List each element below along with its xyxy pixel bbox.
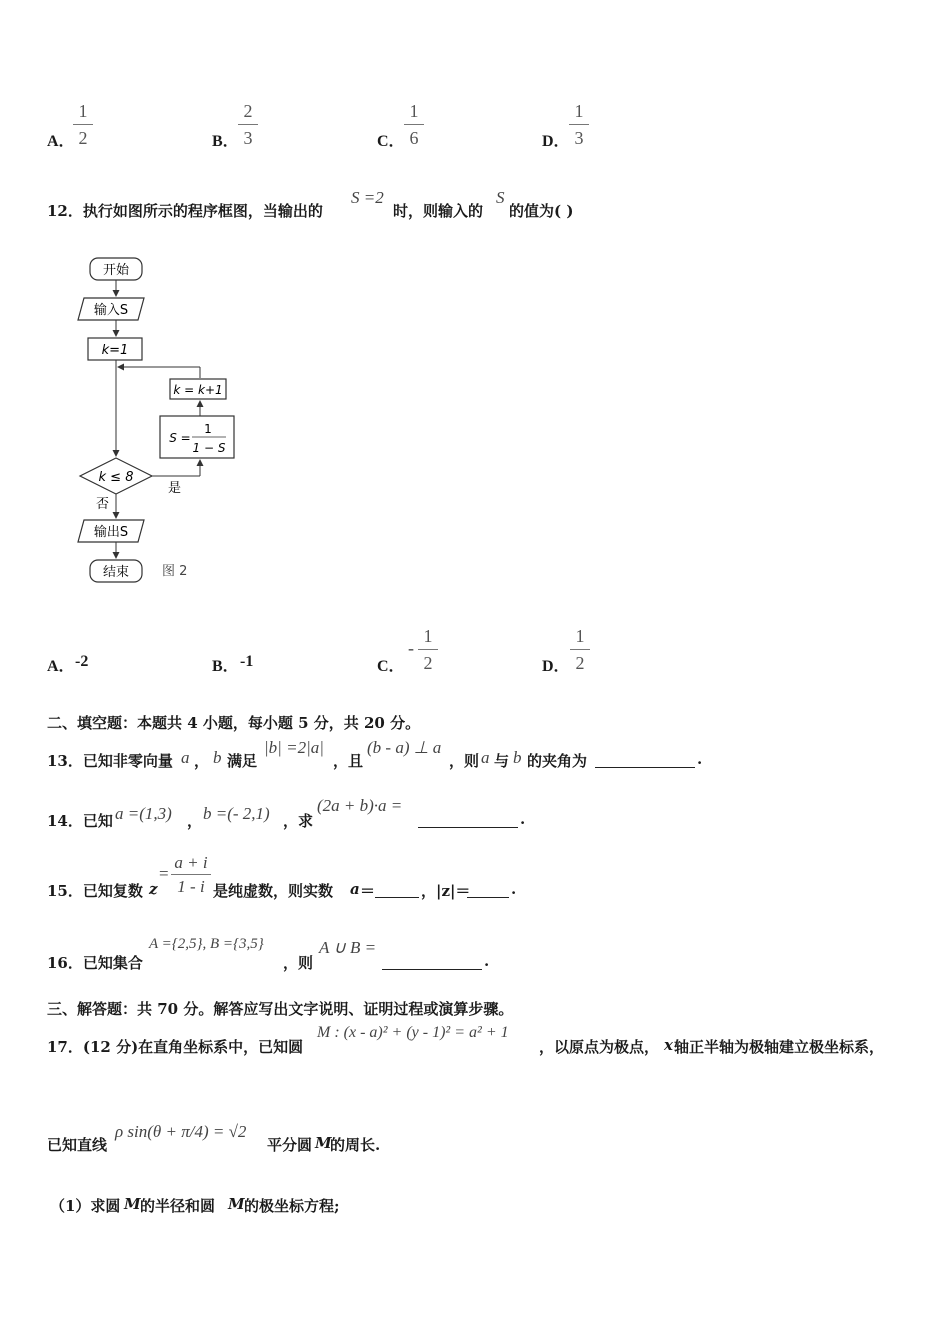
option-d-label: D． xyxy=(542,133,570,150)
q13-condition-2: (b - a) ⊥ a xyxy=(367,738,442,757)
q14-vector-b: b =(- 2,1) xyxy=(203,804,270,823)
option-a-fraction: 1 2 xyxy=(73,100,93,149)
q12-option-a-label: A． xyxy=(47,658,75,675)
flowchart-increment-text: k = k+1 xyxy=(173,383,223,397)
question-14: 14．已知 a =(1,3) ， b =(- 2,1) ，求 (2a + b)·a = . xyxy=(47,796,526,830)
q14-expression: (2a + b)·a = xyxy=(317,796,403,815)
q16-answer-blank[interactable] xyxy=(382,955,482,970)
flowchart-output-text: 输出S xyxy=(93,525,129,540)
section-2-title: 二、填空题：本题共 4 小题，每小题 5 分，共 20 分。 xyxy=(47,714,421,732)
q12-option-d-label: D． xyxy=(542,658,570,675)
q14-answer-blank[interactable] xyxy=(418,813,518,828)
option-c-fraction: 1 6 xyxy=(404,100,424,149)
q14-vector-a: a =(1,3) xyxy=(115,804,172,823)
flowchart-init-text: k=1 xyxy=(101,343,129,358)
q17-line-equation: ρ sin(θ + π/4) = √2 xyxy=(115,1122,247,1141)
flowchart-yes-label: 是 xyxy=(168,481,182,496)
q15-answer-a-blank[interactable] xyxy=(375,883,419,898)
q12-option-b-value: -1 xyxy=(240,653,254,670)
q12-option-c-fraction: 1 2 xyxy=(418,625,438,674)
section-3-title: 三、解答题：共 70 分。解答应写出文字说明、证明过程或演算步骤。 xyxy=(47,1000,514,1018)
flowchart-assign-num: 1 xyxy=(204,422,212,436)
question-17-line: 已知直线 ρ sin(θ + π/4) = √2 平分圆 M 的周长. xyxy=(47,1122,381,1154)
q17-circle-equation: M : (x - a)² + (y - 1)² = a² + 1 xyxy=(317,1024,509,1041)
q16-union: A ∪ B = xyxy=(319,938,377,957)
question-12: 12．执行如图所示的程序框图，当输出的 S =2 时，则输入的 S 的值为( ) xyxy=(47,188,574,220)
q12-option-c-label: C． xyxy=(377,658,405,675)
q12-option-b-label: B． xyxy=(212,658,239,675)
question-13: 13．已知非零向量 a ， b 满足 |b| =2|a| ，且 (b - a) ⊥ a ，则 a 与 b 的夹角为 . xyxy=(47,738,703,770)
flowchart-input-text: 输入S xyxy=(93,303,129,318)
question-16: 16．已知集合 A ={2,5}, B ={3,5} ，则 A ∪ B = . xyxy=(47,936,490,972)
q13-condition-1: |b| =2|a| xyxy=(264,738,324,757)
q12-var: S xyxy=(496,188,505,207)
flowchart-no-label: 否 xyxy=(96,497,110,512)
option-c-label: C． xyxy=(377,133,405,150)
option-b-label: B． xyxy=(212,133,239,150)
q15-answer-z-blank[interactable] xyxy=(467,883,509,898)
flowchart-assign-den: 1 − S xyxy=(192,441,226,455)
option-a-label: A． xyxy=(47,133,75,150)
question-15: 15．已知复数 z = a + i 1 - i 是纯虚数，则实数 a ＝ ，|z|＝ . xyxy=(47,853,517,900)
flowchart-assign-lhs: S = xyxy=(169,431,191,445)
flowchart-caption: 图 2 xyxy=(162,564,188,579)
flowchart-start-text: 开始 xyxy=(102,263,130,278)
option-d-fraction: 1 3 xyxy=(569,100,589,149)
flowchart-condition-text: k ≤ 8 xyxy=(98,470,134,485)
q13-answer-blank[interactable] xyxy=(595,753,695,768)
q15-fraction: a + i 1 - i xyxy=(171,852,211,899)
flowchart-end-text: 结束 xyxy=(102,565,130,580)
question-17: 17．(12 分)在直角坐标系中，已知圆 M : (x - a)² + (y - 1)² = a² + 1 ，以原点为极点， x 轴正半轴为极轴建立极坐标系， xyxy=(47,1024,885,1056)
flowchart xyxy=(72,250,262,595)
q12-option-a-value: -2 xyxy=(75,653,89,670)
q12-option-c-sign: - xyxy=(408,638,414,658)
option-b-fraction: 2 3 xyxy=(238,100,258,149)
question-17-part-1: （1）求圆 M 的半径和圆 M 的极坐标方程; xyxy=(50,1195,340,1215)
q12-option-d-fraction: 1 2 xyxy=(570,625,590,674)
q12-condition: S =2 xyxy=(351,188,384,207)
q16-sets: A ={2,5}, B ={3,5} xyxy=(149,936,264,952)
